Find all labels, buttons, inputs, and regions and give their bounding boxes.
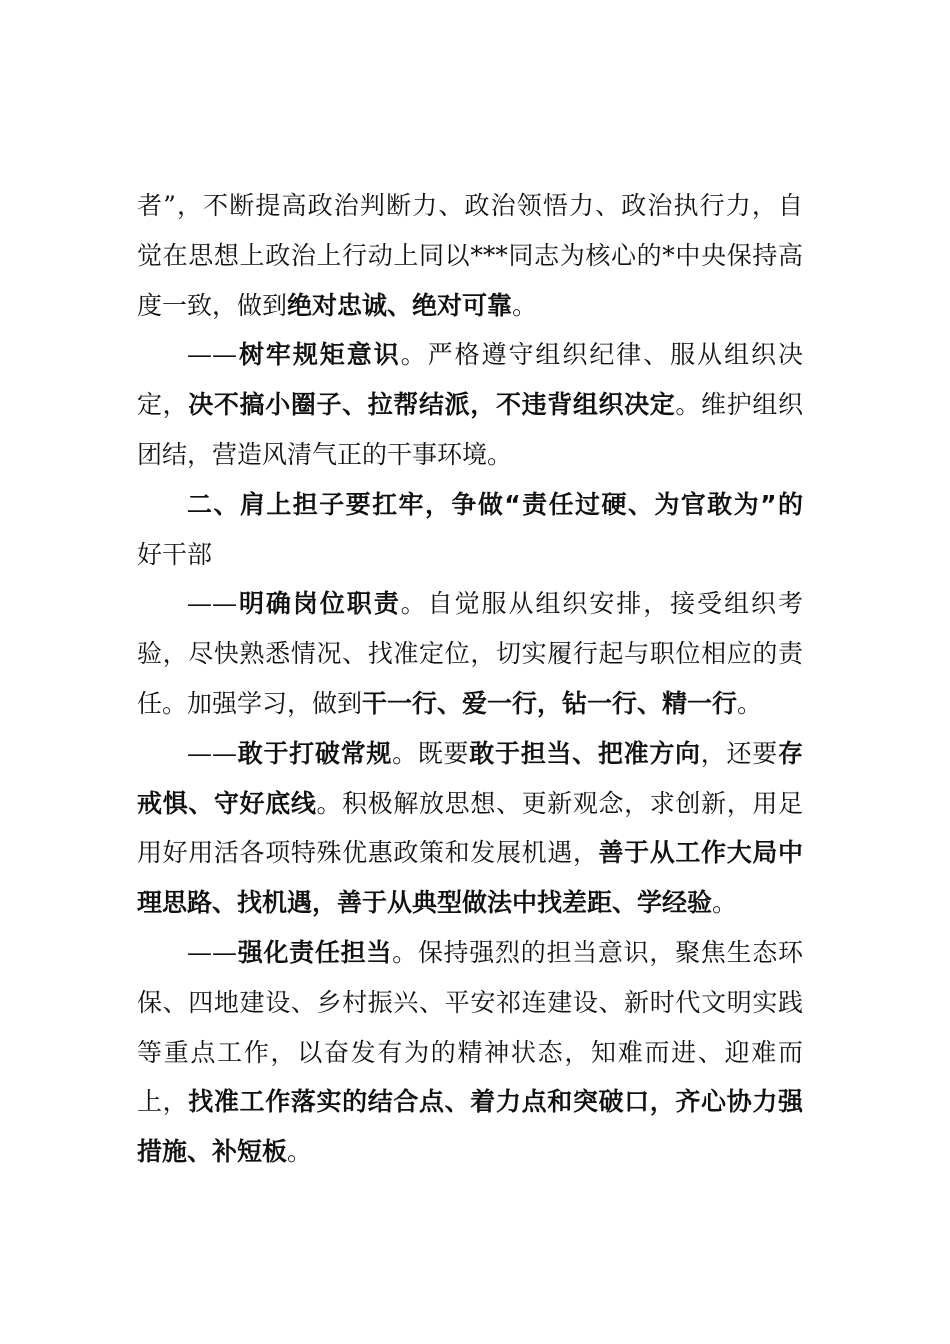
bold-text-run: 善于从工作大局中	[598, 838, 803, 868]
section-heading-line	[137, 480, 803, 530]
text-run: 定，	[137, 390, 189, 420]
text-run: 好干部	[137, 539, 213, 569]
text-line	[137, 679, 803, 729]
bold-text-run: 存	[777, 738, 803, 768]
text-run: 等重点工作，以奋发有为的精神状态，知难而进、迎难而	[137, 1037, 803, 1067]
text-run: 上，	[137, 1087, 189, 1117]
bold-text-run: 树牢规矩意识	[237, 340, 401, 370]
text-run: 保、四地建设、乡村振兴、平安祁连建设、新时代文明实践	[137, 987, 803, 1017]
text-line	[137, 1127, 803, 1177]
bold-text-run: 理思路、找机遇，善于从典型做法中找差距、学经验	[137, 888, 713, 918]
text-line	[137, 1077, 803, 1127]
bold-text-run: 二、肩上担子要扛牢，争做“责任过硬、为官敢为”的	[187, 489, 803, 519]
bold-text-run: 强化责任担当	[237, 937, 393, 967]
bold-text-run: 敢于打破常规	[237, 738, 393, 768]
text-run: ——	[187, 738, 237, 768]
text-run: 团结，营造风清气正的干事环境。	[137, 439, 513, 469]
text-line	[137, 281, 803, 331]
bold-text-run: 敢于担当、把准方向	[469, 738, 701, 768]
text-line	[137, 579, 803, 629]
text-run: 。	[712, 888, 738, 918]
bold-text-run: 找准工作落实的结合点、着力点和突破口，齐心协力强	[188, 1087, 803, 1117]
text-line	[137, 928, 803, 978]
text-line	[137, 330, 803, 380]
text-run: ——	[187, 937, 237, 967]
text-run: 。保持强烈的担当意识，聚焦生态环	[392, 937, 803, 967]
text-run: 度一致，做到	[137, 290, 288, 320]
bold-text-run: 戒惧、守好底线	[137, 788, 317, 818]
bold-text-run: 绝对忠诚、绝对可靠	[287, 290, 513, 320]
bold-text-run: 明确岗位职责	[237, 589, 401, 619]
text-line	[137, 978, 803, 1028]
text-run: ——	[187, 589, 237, 619]
text-run: 。既要	[392, 738, 470, 768]
text-run: 用好用活各项特殊优惠政策和发展机遇，	[137, 838, 599, 868]
text-line	[137, 430, 803, 480]
text-line	[137, 380, 803, 430]
section-heading-line	[137, 530, 803, 580]
text-line	[137, 878, 803, 928]
text-line	[137, 181, 803, 231]
text-run: 。自觉服从组织安排，接受组织考	[400, 589, 803, 619]
text-line	[137, 828, 803, 878]
text-run: 者”，不断提高政治判断力、政治领悟力、政治执行力，自	[137, 191, 803, 220]
text-line	[137, 231, 803, 281]
text-line	[137, 729, 803, 779]
text-run: 。	[287, 1137, 313, 1167]
bold-text-run: 干一行、爱一行，钻一行、精一行	[362, 688, 738, 718]
bold-text-run: 决不搞小圈子、拉帮结派，不违背组织决定	[188, 390, 676, 420]
text-run: ，还要	[700, 738, 778, 768]
text-run: 。	[512, 290, 538, 320]
text-run: ——	[187, 340, 237, 370]
text-line	[137, 1028, 803, 1078]
text-line	[137, 629, 803, 679]
bold-text-run: 措施、补短板	[137, 1137, 288, 1167]
text-run: 觉在思想上政治上行动上同以***同志为核心的*中央保持高	[137, 240, 803, 270]
text-run: 验，尽快熟悉情况、找准定位，切实履行起与职位相应的责	[137, 639, 803, 669]
text-run: 。严格遵守组织纪律、服从组织决	[400, 340, 803, 370]
document-body	[137, 181, 803, 1177]
text-run: 。积极解放思想、更新观念，求创新，用足	[316, 788, 803, 818]
text-run: 任。加强学习，做到	[137, 688, 363, 718]
text-run: 。维护组织	[675, 390, 803, 420]
text-run: 。	[737, 688, 763, 718]
text-line	[137, 779, 803, 829]
